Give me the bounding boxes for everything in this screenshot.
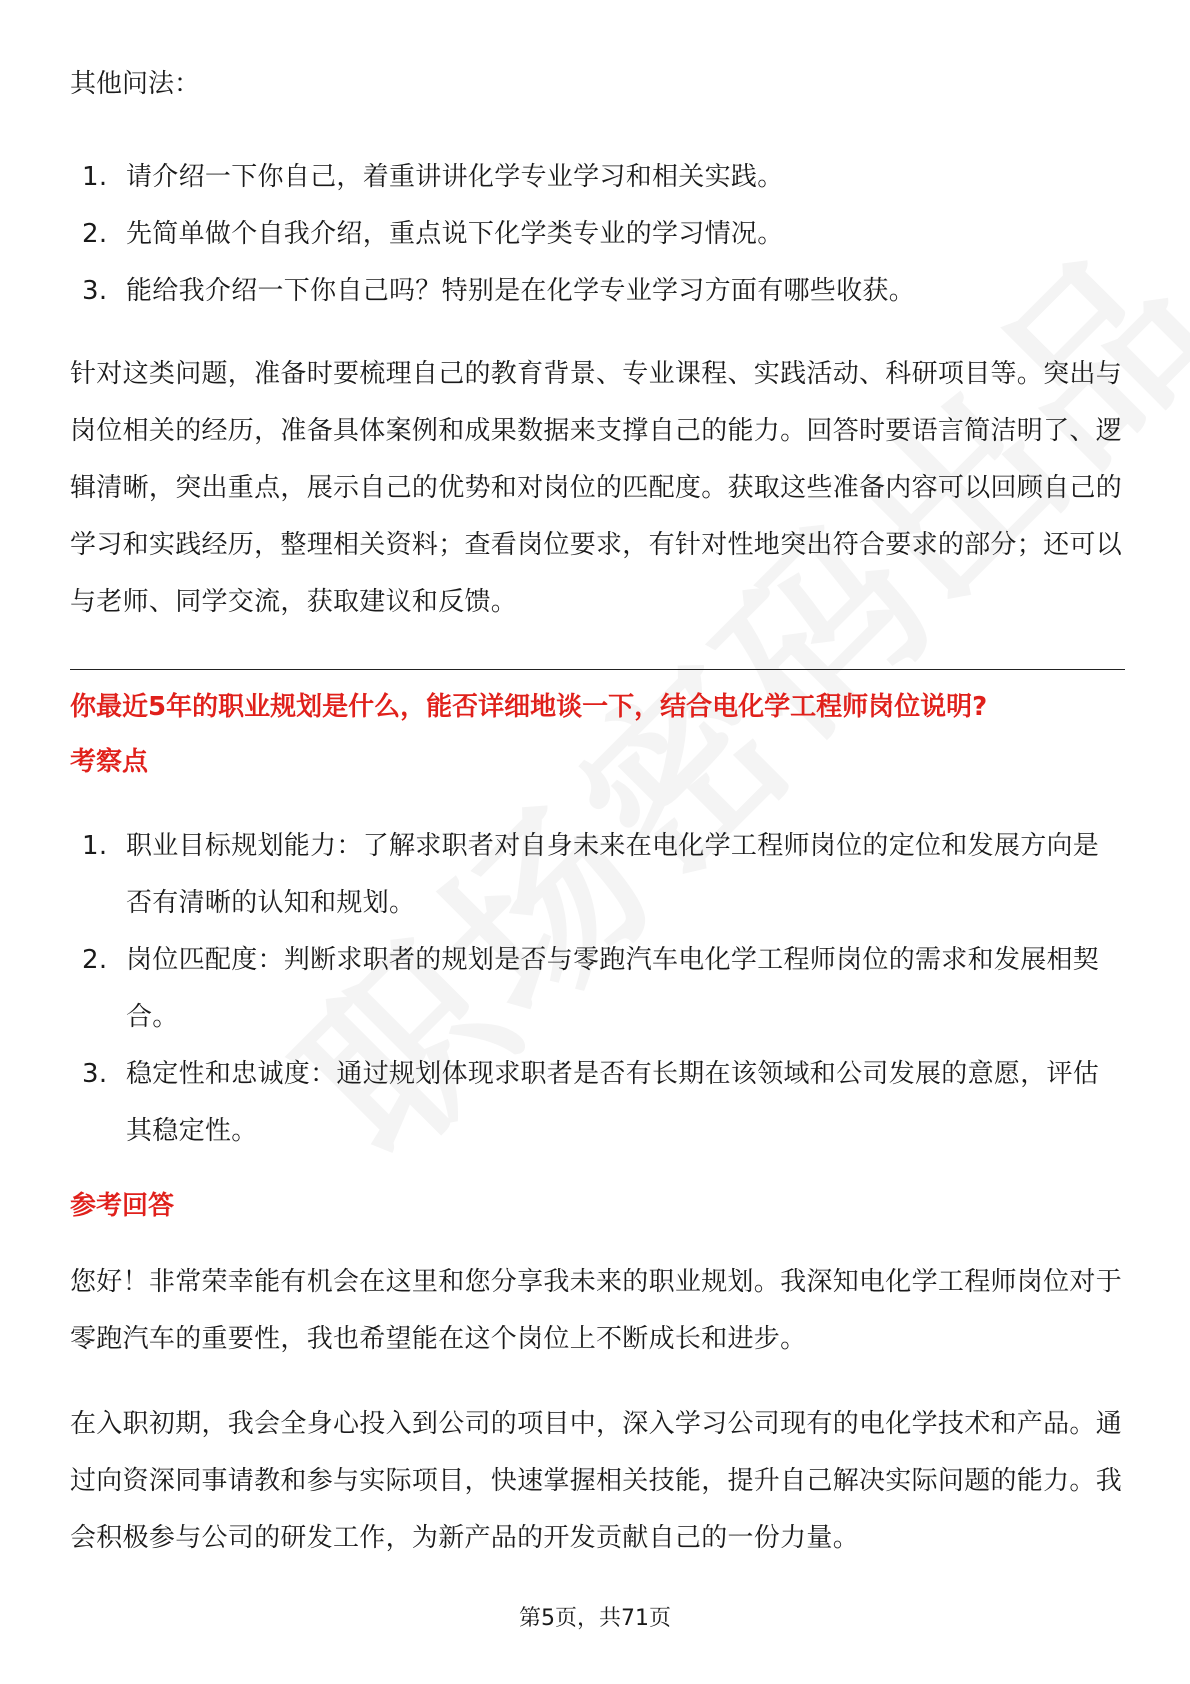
list-item-text: 职业目标规划能力：了解求职者对自身未来在电化学工程师岗位的定位和发展方向是否有清晰的认知和规划。 <box>126 831 1100 918</box>
list-number: 1. <box>82 162 108 192</box>
list-item-text: 稳定性和忠诚度：通过规划体现求职者是否有长期在该领域和公司发展的意愿，评估其稳定性。 <box>126 1059 1100 1146</box>
list-item <box>70 1046 1125 1160</box>
list-item-text: 能给我介绍一下你自己吗？特别是在化学专业学习方面有哪些收获。 <box>126 276 916 306</box>
alt-questions-label: 其他问法： <box>70 69 201 99</box>
page-footer: 第5页，共71页 <box>519 1606 671 1631</box>
answer-paragraph: 您好！非常荣幸能有机会在这里和您分享我未来的职业规划。我深知电化学工程师岗位对于零跑汽车的重要性，我也希望能在这个岗位上不断成长和进步。 <box>70 1267 1123 1354</box>
answer-paragraph: 在入职初期，我会全身心投入到公司的项目中，深入学习公司现有的电化学技术和产品。通过向资深同事请教和参与实际项目，快速掌握相关技能，提升自己解决实际问题的能力。我会积极参与公司的研发工作，为新产品的开发贡献自己的一份力量。 <box>70 1409 1123 1553</box>
list-number: 2. <box>82 945 108 975</box>
page-content <box>70 56 1125 1567</box>
reference-answer-heading: 参考回答 <box>70 1191 175 1221</box>
list-item <box>70 206 1125 263</box>
exam-points-heading: 考察点 <box>70 747 149 777</box>
list-item-text: 请介绍一下你自己，着重讲讲化学专业学习和相关实践。 <box>126 162 784 192</box>
list-item <box>70 263 1125 320</box>
list-number: 3. <box>82 276 108 306</box>
alt-questions-list <box>70 149 1125 320</box>
section-divider <box>70 669 1125 670</box>
preparation-paragraph: 针对这类问题，准备时要梳理自己的教育背景、专业课程、实践活动、科研项目等。突出与岗位相关的经历，准备具体案例和成果数据来支撑自己的能力。回答时要语言简洁明了、逻辑清晰，突出重点，展示自己的优势和对岗位的匹配度。获取这些准备内容可以回顾自己的学习和实践经历，整理相关资料；查看岗位要求，有针对性地突出符合要求的部分；还可以与老师、同学交流，获取建议和反馈。 <box>70 359 1123 617</box>
list-item-text: 岗位匹配度：判断求职者的规划是否与零跑汽车电化学工程师岗位的需求和发展相契合。 <box>126 945 1100 1032</box>
question-heading: 你最近5年的职业规划是什么，能否详细地谈一下，结合电化学工程师岗位说明? <box>70 692 988 722</box>
list-item <box>70 932 1125 1046</box>
list-number: 3. <box>82 1059 108 1089</box>
list-number: 1. <box>82 831 108 861</box>
list-number: 2. <box>82 219 108 249</box>
list-item-text: 先简单做个自我介绍，重点说下化学类专业的学习情况。 <box>126 219 784 249</box>
exam-points-list <box>70 818 1125 1160</box>
list-item <box>70 818 1125 932</box>
list-item <box>70 149 1125 206</box>
